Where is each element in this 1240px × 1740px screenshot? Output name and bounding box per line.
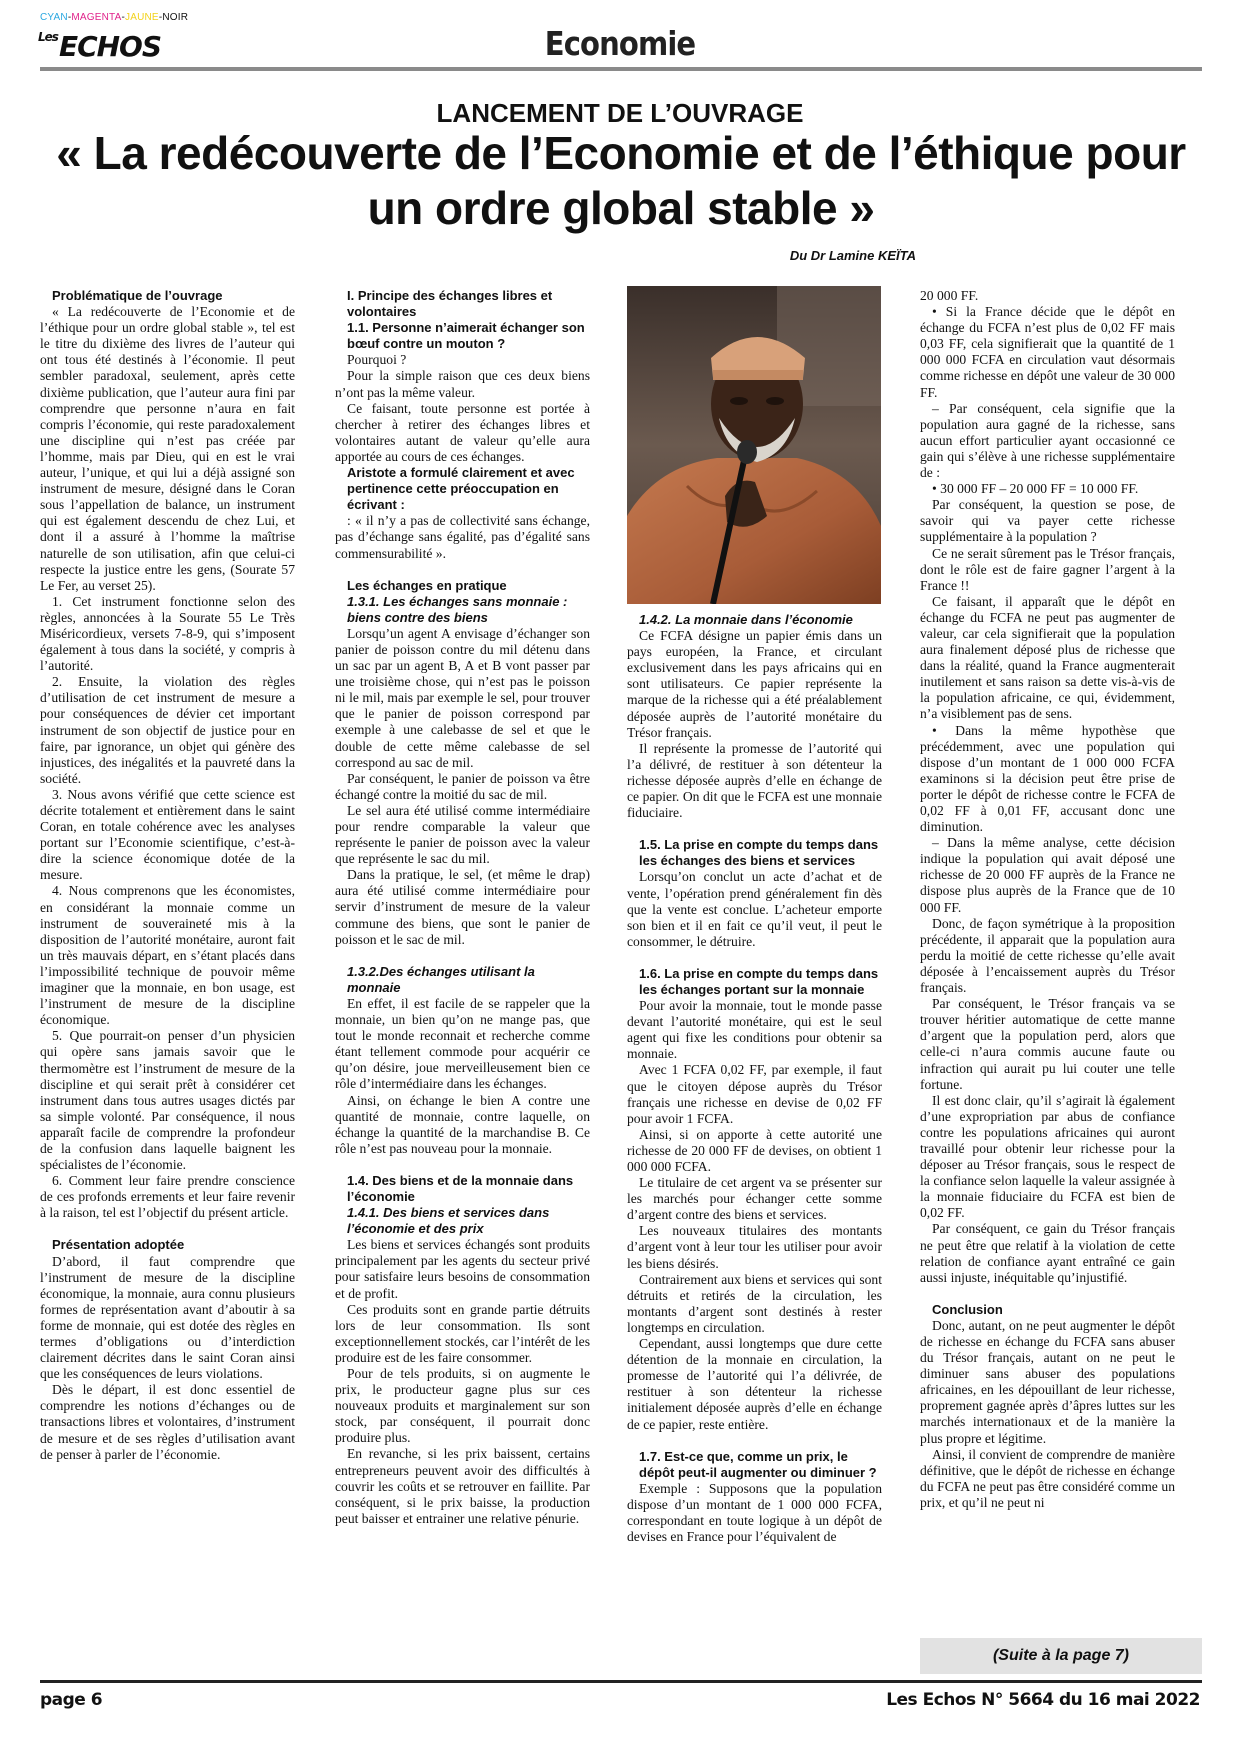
logo-echos: ECHOS <box>58 30 162 63</box>
paragraph: Dans la pratique, le sel, (et même le drap) aura été utilisé comme intermédiaire pour servir d’instrument de mesure de la valeur commune des biens, que sont le panier de poisson et le sac de mil. <box>335 867 590 947</box>
cmyk-cyan: CYAN <box>40 12 68 23</box>
paragraph: Pour la simple raison que ces deux biens n’ont pas la même valeur. <box>335 368 590 400</box>
paragraph: Cependant, aussi longtemps que dure cette détention de la monnaie en circulation, la promesse de l’autorité qui l’a délivrée, de restituer à son détenteur la richesse initialement déposée auprès d’elle en échange de ce papier, reste entière. <box>627 1336 882 1432</box>
paragraph: Le sel aura été utilisé comme intermédiaire pour rendre comparable la valeur que représente le panier de poisson avec la valeur que représente le sac du mil. <box>335 802 590 867</box>
paragraph: • Dans la même hypothèse que précédemment, avec une population qui dispose d’un montant de 1 000 000 FCFA examinons si la décision peut être prise de porter le dépôt de richesse contre le FCFA de 0,02 FF à 0,01 FF, accusant donc une diminution. <box>920 722 1175 835</box>
spacer <box>627 950 882 966</box>
author-photo <box>627 286 881 604</box>
logo-les: Les <box>38 30 58 44</box>
paragraph: – Par conséquent, cela signifie que la population aura gagné de la richesse, sans aucun effort particulier ayant occasionné ce gain qui s’élève à une richesse supplémentaire de : <box>920 400 1175 481</box>
paragraph: Exemple : Supposons que la population dispose d’un montant de 1 000 000 FCFA, correspondant en toute logique à un dépôt de devises en France pour l’équivalent de <box>627 1480 882 1545</box>
section-heading: 1.7. Est-ce que, comme un prix, le dépôt peut-il augmenter ou diminuer ? <box>639 1448 877 1480</box>
paragraph: Il est donc clair, qu’il s’agirait là également d’une expropriation par abus de confiance contre les populations africaines qui auront travaillé pour obtenir leur richesse pour la déposer au Trésor français, sous le respect de la confiance selon laquelle la valeur assignée à la monnaie fiduciaire du FCFA est bien de 0,02 FF. <box>920 1092 1175 1221</box>
spacer <box>627 1433 882 1449</box>
header-rule <box>40 67 1202 71</box>
issue-info: Les Echos N° 5664 du 16 mai 2022 <box>886 1690 1200 1710</box>
paragraph: Pourquoi ? <box>347 352 407 368</box>
paragraph: Ainsi, il convient de comprendre de manière définitive, que le dépôt de richesse en échange du FCFA ne peut pas être considéré comme un prix, et qu’il ne peut ni <box>920 1446 1175 1510</box>
paragraph: 5. Que pourrait-on penser d’un physicien qui opère sans jamais savoir que le thermomètre est l’instrument de mesure de la discipline et qui serait prêt à considérer cet instrument dans tous autres usages dictés par sa simple volonté. Par conséquence, il nous apparaît facile de comprendre la profondeur de la confusion dans laquelle baignent les spécialistes de l’économie. <box>40 1028 295 1173</box>
article-column-4 <box>920 288 1175 1634</box>
section-heading: 1.5. La prise en compte du temps dans les échanges des biens et services <box>639 837 879 869</box>
section-heading: Aristote a formulé clairement et avec pertinence cette préoccupation en écrivant : <box>347 465 575 513</box>
article-column-1 <box>40 288 295 1596</box>
section-heading: I. Principe des échanges libres et volontaires <box>347 288 553 320</box>
paragraph: Contrairement aux biens et services qui sont détruits et retirés de la circulation, les montants d’argent sont destinés à rester longtemps en circulation. <box>627 1271 882 1335</box>
page-number: page 6 <box>40 1690 103 1710</box>
cmyk-noir: NOIR <box>162 12 189 23</box>
spacer <box>627 821 882 837</box>
spacer <box>335 948 590 964</box>
paragraph: Ainsi, on échange le bien A contre une quantité de monnaie, contre laquelle, on échange la quantité de la marchandise B. Ce rôle n’est pas nouveau pour la monnaie. <box>335 1092 590 1156</box>
paragraph: Pour de tels produits, si on augmente le prix, le producteur gagne plus sur ces nouveaux produits et marginalement sur son stock, par conséquent, il pourrait donc produire plus. <box>335 1366 590 1446</box>
section-heading: 1.1. Personne n’aimerait échanger son bœuf contre un mouton ? <box>347 320 585 352</box>
article-kicker: LANCEMENT DE L’OUVRAGE <box>436 98 804 128</box>
author-photo-illustration <box>627 286 881 604</box>
section-rubric: Economie <box>544 24 696 63</box>
section-heading: Présentation adoptée <box>52 1237 185 1253</box>
continued-on-page-box: (Suite à la page 7) <box>920 1638 1202 1674</box>
cmyk-marker: CYAN-MAGENTA-JAUNE-NOIR <box>40 12 189 23</box>
paragraph: Par conséquent, le panier de poisson va être échangé contre la moitié du sac de mil. <box>335 770 590 802</box>
paragraph: Ce ne serait sûrement pas le Trésor français, dont le rôle est de faire gagner l’argent à la France !! <box>920 545 1175 593</box>
paragraph: Par conséquent, le Trésor français va se trouver héritier automatique de cette manne d’argent que la population perd, alors que celle-ci n’aura commis aucune faute ou infraction qui aurait pu lui couter une telle fortune. <box>920 996 1175 1092</box>
article-headline: « La redécouverte de l’Economie et de l’éthique pour un ordre global stable » <box>56 127 1186 234</box>
paragraph: • 30 000 FF – 20 000 FF = 10 000 FF. <box>932 481 1139 497</box>
paragraph: 2. Ensuite, la violation des règles d’utilisation de cet instrument de mesure a pour conséquences de dévier cet important instrument de son objectif de justice pour en faire, par ignorance, un objet qui génère des injustices, des inégalités et la pauvreté dans la société. <box>40 674 295 786</box>
section-heading: 1.4. Des biens et de la monnaie dans l’économie <box>347 1172 574 1204</box>
paragraph: Donc, de façon symétrique à la proposition précédente, il apparait que la population aura perdu la moitié de cette richesse qu’elle avait déposée à l’encaissement auprès du Trésor français. <box>920 915 1175 996</box>
paragraph: Donc, autant, on ne peut augmenter le dépôt de richesse en échange du FCFA sans abuser du Trésor français, autant on ne peut le diminuer sans abuser des populations africaines, en les dépouillant de leur richesse, proprement gagnée après d’âpres luttes sur les marchés internationaux et de la manière la plus propre et légitime. <box>920 1317 1175 1446</box>
cmyk-magenta: MAGENTA <box>71 12 122 23</box>
paragraph: • Si la France décide que le dépôt en échange du FCFA n’est plus de 0,02 FF mais 0,03 FF, cela signifierait que la quantité de 1 000 000 FCFA en circulation vaut désormais comme richesse en dépôt une valeur de 30 000 FF. <box>920 304 1175 400</box>
paragraph: Ce faisant, il apparaît que le dépôt en échange du FCFA ne peut pas augmenter de valeur, car cela signifierait que la population aura finalement déposé plus de richesse que dans la réalité, quand la France augmenterait inutilement et sans raison sa dette vis-à-vis de la population africaine, ce qui, évidemment, n’a visiblement pas de sens. <box>920 593 1175 722</box>
subsection-heading: 1.4.1. Des biens et services dans l’économie et des prix <box>347 1205 550 1237</box>
spacer <box>40 1221 295 1237</box>
subsection-heading: 1.4.2. La monnaie dans l’économie <box>639 612 853 627</box>
section-heading: Conclusion <box>932 1301 1003 1317</box>
paragraph: Ces produits sont en grande partie détruits lors de leur consommation. Ils sont exceptionnellement stockés, car l’intérêt de les produire est de les faire consommer. <box>335 1301 590 1365</box>
paragraph: En revanche, si les prix baissent, certains entrepreneurs peuvent avoir des difficultés à couvrir les coûts et se retrouver en faillite. Par conséquent, si le prix baisse, la production peut baisser et entrainer une relative pénurie. <box>335 1446 590 1526</box>
section-heading: Problématique de l’ouvrage <box>52 288 223 303</box>
spacer <box>335 562 590 578</box>
paragraph: Les nouveaux titulaires des montants d’argent vont à leur tour les utiliser pour avoir les biens désirés. <box>627 1223 882 1271</box>
paragraph: Pour avoir la monnaie, tout le monde passe devant l’autorité monétaire, qui est le seul agent qui fixe les conditions pour obtenir sa monnaie. <box>627 998 882 1062</box>
paragraph: 6. Comment leur faire prendre conscience de ces profonds errements et leur faire revenir à la raison, tel est l’objectif du présent article. <box>40 1173 295 1221</box>
article-byline: Du Dr Lamine KEÏTA <box>789 248 916 263</box>
paragraph: 4. Nous comprenons que les économistes, en considérant la monnaie comme un instrument de souveraineté mis à la disposition de l’autorité monétaire, auront fait un très mauvais départ, en s’étant placés dans l’impossibilité technique de pouvoir même imaginer que la monnaie, en bon usage, est l’instrument de mesure de la discipline économique. <box>40 883 295 1028</box>
paragraph: : « il n’y a pas de collectivité sans échange, pas d’échange sans égalité, pas d’égalité sans commensurabilité ». <box>335 513 590 561</box>
paragraph: Avec 1 FCFA 0,02 FF, par exemple, il faut que le citoyen dépose auprès du Trésor français une richesse en devise de 0,02 FF pour avoir 1 FCFA. <box>627 1062 882 1126</box>
spacer <box>920 1286 1175 1302</box>
paragraph: Le titulaire de cet argent va se présenter sur les marchés pour échanger cette somme d’argent contre des biens et services. <box>627 1175 882 1223</box>
section-heading: Les échanges en pratique <box>347 577 507 593</box>
paragraph: Dès le départ, il est donc essentiel de comprendre les notions d’échanges ou de transactions libres et volontaires, d’instrument de mesure et de ses règles d’utilisation avant de penser à parler de l’économie. <box>40 1382 295 1462</box>
section-heading: 1.6. La prise en compte du temps dans les échanges portant sur la monnaie <box>639 965 879 997</box>
article-column-2 <box>335 288 590 1642</box>
paragraph: 20 000 FF. <box>920 288 979 303</box>
footer-rule <box>40 1680 1202 1683</box>
article-column-3 <box>627 612 882 1642</box>
paragraph: Par conséquent, la question se pose, de savoir qui va payer cette richesse supplémentaire à la population ? <box>920 497 1175 545</box>
paragraph: En effet, il est facile de se rappeler que la monnaie, un bien qu’on ne mange pas, que tout le monde reconnait et recherche comme étant tellement commode pour acquérir ce qu’on désire, joue merveilleusement bien ce rôle d’intermédiaire dans les échanges. <box>335 995 590 1092</box>
paragraph: Ainsi, si on apporte à cette autorité une richesse de 20 000 FF de devises, on obtient 1 000 000 FCFA. <box>627 1126 882 1174</box>
paragraph: Par conséquent, ce gain du Trésor français ne peut être que relatif à la violation de cette relation de confiance ayant entraîné ce gain aussi injuste, inéquitable qu’injustifié. <box>920 1221 1175 1285</box>
cmyk-jaune: JAUNE <box>125 12 159 23</box>
spacer <box>335 1157 590 1173</box>
paragraph: D’abord, il faut comprendre que l’instrument de mesure de la discipline économique, la monnaie, aura connu plusieurs formes de représentation avant d’aboutir à sa forme de monnaie, qui est dotée des règles en termes d’obligations ou d’interdiction clairement décrites dans le saint Coran ainsi que les conséquences de leurs violations. <box>40 1253 295 1382</box>
subsection-heading: 1.3.1. Les échanges sans monnaie : biens contre des biens <box>347 593 568 625</box>
paragraph: Ce faisant, toute personne est portée à chercher à retirer des échanges libres et volontaires autant de valeur qu’elle aura apportée au cours de ces échanges. <box>335 400 590 464</box>
paragraph: – Dans la même analyse, cette décision indique la population qui avait déposé une richesse de 20 000 FF auprès de la France ne dispose plus auprès de la France que de 10 000 FF. <box>920 835 1175 915</box>
paragraph: « La redécouverte de l’Economie et de l’éthique pour un ordre global stable », tel est le titre du dixième des livres de l’auteur qui ont tous été destinés à l’économie. Il peut sembler paradoxal, seulement, après cette dixième publication, que l’auteur aura fini par comprendre que personne n’aura en fait compris l’économie, qui reste paradoxalement une discipline qui n’est pas créée par l’homme, mais par Dieu, qui en est le vrai auteur, l’unique, et qui lui a déjà assigné son instrument de mesure, désigné dans le Coran sous l’appellation de balance, un instrument qui est également descendu de chez Lui, et dont il a assuré à l’homme la maîtrise naturelle de son utilisation, afin que celui-ci respecte la justice entre les gens, (Sourate 57 Le Fer, au verset 25). <box>40 304 295 593</box>
paragraph: Lorsqu’on conclut un acte d’achat et de vente, l’opération prend généralement fin dès que la vente est conclue. L’acheteur emporte son bien et il en fait ce qu’il veut, il peut le consommer, le détruire. <box>627 869 882 949</box>
paragraph: Il représente la promesse de l’autorité qui l’a délivré, de restituer à son détenteur la richesse déposée auprès d’elle en échange de ce papier. On dit que le FCFA est une monnaie fiduciaire. <box>627 740 882 821</box>
paragraph: 1. Cet instrument fonctionne selon des règles, annoncées à la Sourate 55 Le Très Miséricordieux, versets 7-8-9, qui s’imposent également à tous dans la société, y compris à l’autorité. <box>40 593 295 674</box>
paragraph: 3. Nous avons vérifié que cette science est décrite totalement et entièrement dans le saint Coran, en totale cohérence avec les analyses portant sur l’Economie scientifique, c’est-à-dire la science économique dotée de la mesure. <box>40 786 295 883</box>
paragraph: Les biens et services échangés sont produits principalement par les agents du secteur privé pour satisfaire leurs besoins de consommation et de profit. <box>335 1237 590 1301</box>
subsection-heading: 1.3.2.Des échanges utilisant la monnaie <box>347 963 535 995</box>
paragraph: Ce FCFA désigne un papier émis dans un pays européen, la France, et circulant exclusivement dans les pays africains qui en sont utilisateurs. Ce papier représente la marque de la richesse qui a été préalablement déposée auprès de l’autorité monétaire du Trésor français. <box>627 628 882 740</box>
paragraph: Lorsqu’un agent A envisage d’échanger son panier de poisson contre du mil détenu dans un sac par un agent B, A et B vont passer par une troisième chose, qui n’est pas le poisson ni le mil, mais par exemple le sel, pour trouver que le panier de poisson correspond par exemple à une calebasse de sel et que le double de cette même calebasse de sel correspond au sac de mil. <box>335 625 590 770</box>
